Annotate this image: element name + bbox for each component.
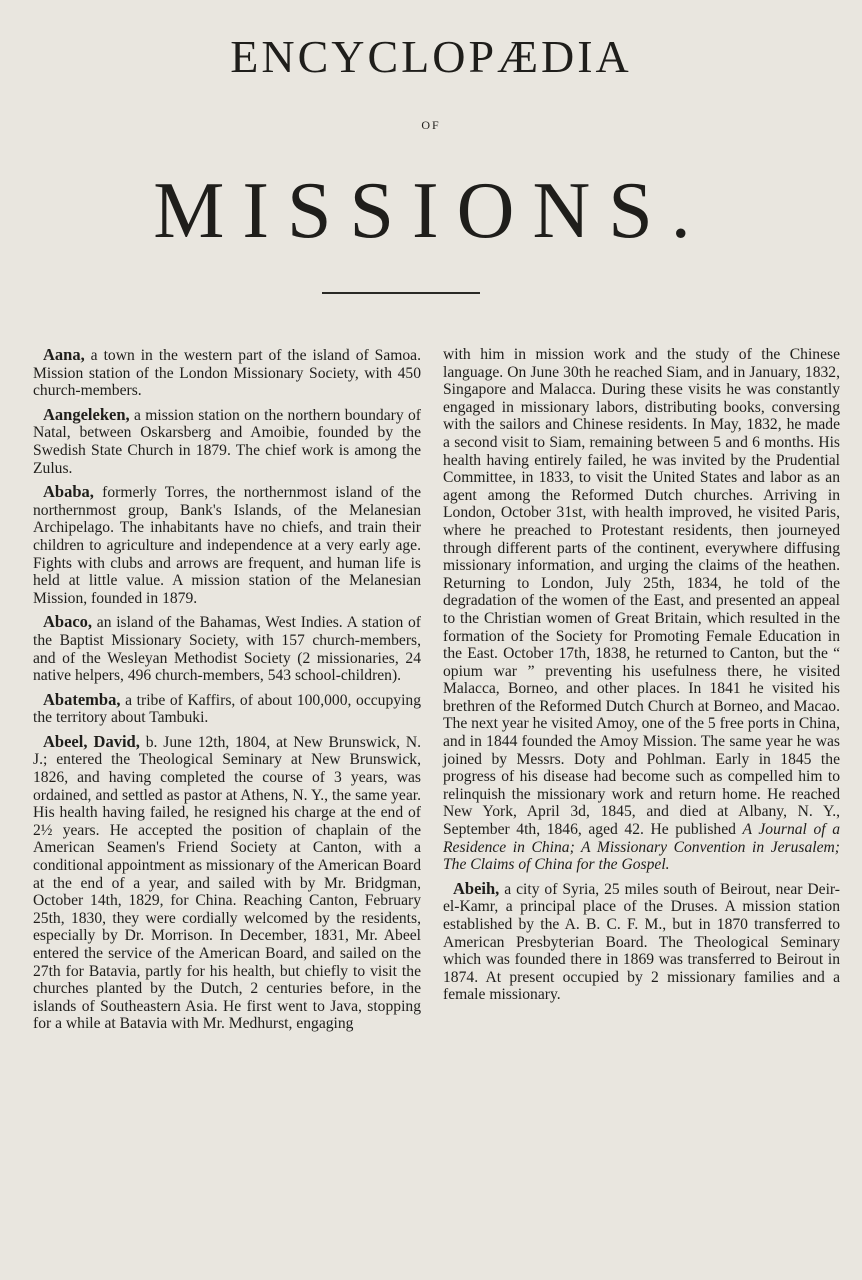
entry-text: an island of the Bahamas, West Indies. A station of the Baptist Missionary Society, with 157 church-members, and of the Wesleyan Methodist Society (2 missionaries, 24 native helpers, 496 church-members, 543 school-children).: [33, 614, 421, 685]
title-divider-rule: [322, 292, 480, 294]
title-encyclopaedia: ENCYCLOPÆDIA: [230, 31, 632, 82]
left-column: [33, 346, 421, 1039]
entry-abaco: [33, 613, 421, 684]
entry-abeel-continuation: [443, 346, 840, 874]
entry-abeih: [443, 880, 840, 1004]
headword: Abeel, David,: [43, 731, 140, 751]
title-of: OF: [421, 118, 441, 132]
entry-abeel-david: [33, 733, 421, 1033]
entry-text: a mission station on the northern boundary of Natal, between Oskarsberg and Amoibie, founded by the Swedish State Church in 1879. The chief work is among the Zulus.: [33, 406, 421, 477]
headword: Aana,: [43, 345, 85, 364]
headword: Abeih,: [453, 878, 500, 898]
entry-abatemba: [33, 691, 421, 727]
entry-text: with him in mission work and the study of the Chinese language. On June 30th he reached Siam, and in January, 1832, Singapore and Malacca. During these visits he was constantly engaged in missionary labors, distributing books, conversing with the sailors and Chinese residents. In May, 1832, he made a second visit to Siam, remaining between 5 and 6 months. His health having entirely failed, he was invited by the Prudential Committee, in 1833, to visit the United States and labor as an agent among the Reformed Dutch churches. Arriving in London, October 31st, with health improved, he visited Paris, where he preached to Protestant residents, then journeyed through different parts of the continent, everywhere diffusing missionary information, and urging the claims of the heathen. Returning to London, July 25th, 1834, he told of the degradation of the women of the East, and presented an appeal to the Christian women of Great Britain, which resulted in the formation of the Society for Promoting Female Education in the East. October 17th, 1838, he returned to Canton, but the “ opium war ” preventing his usefulness there, he visited Malacca, Borneo, and other places. In 1841 he visited his brethren of the Reformed Dutch Church at Borneo, and Macao. The next year he visited Amoy, one of the 5 free ports in China, and in 1844 founded the Amoy Mission. The same year he was joined by Messrs. Doty and Pohlman. Early in 1845 the progress of his disease had become such as compelled him to relinquish the missionary work and return home. He reached New York, April 3d, 1845, and died at Albany, N. Y., September 4th, 1846, aged 42. He published: [443, 346, 840, 839]
headword: Abatemba,: [43, 689, 121, 709]
headword: Aangeleken,: [43, 404, 130, 424]
headword: Abaco,: [43, 612, 93, 632]
entry-aana: [33, 346, 421, 400]
title-missions: MISSIONS.: [153, 167, 709, 255]
entry-text: a town in the western part of the island of Samoa. Mission station of the London Missionary Society, with 450 church-members.: [33, 347, 421, 400]
publications-italic: A Journal of a Residence in China; A Missionary Convention in Jerusalem; The Claims of China for the Gospel.: [443, 821, 841, 874]
entry-text: a city of Syria, 25 miles south of Beirout, near Deir-el-Kamr, a principal place of the Druses. A mission station established by the A. B. C. F. M., but in 1870 transferred to American Presbyterian Board. The Theological Seminary which was founded there in 1869 was transferred to Beirout in 1874. At present occupied by 2 missionary families and a female missionary.: [443, 880, 840, 1004]
right-column: [443, 346, 840, 1010]
entry-text: formerly Torres, the northernmost island of the northernmost group, Bank's Islands, of the Melanesian Archipelago. The inhabitants have no chiefs, and train their children to agriculture and independence at a very early age. Fights with clubs and arrows are frequent, and human life is held at little value. A mission station of the Melanesian Mission, founded in 1879.: [33, 484, 421, 607]
entry-text: a tribe of Kaffirs, of about 100,000, occupying the territory about Tambuki.: [33, 691, 421, 727]
entry-text: b. June 12th, 1804, at New Brunswick, N. J.; entered the Theological Seminary at New Brunswick, 1826, and having completed the course of 3 years, was ordained, and settled as pastor at Athens, N. Y., the same year. His health having failed, he resigned his charge at the end of 2½ years. He accepted the position of chaplain of the American Seamen's Friend Society at Canton, with a conditional appointment as missionary of the American Board at the end of a year, and sailed with by Mr. Bridgman, October 14th, 1829, for China. Reaching Canton, February 25th, 1830, they were cordially welcomed by the residents, especially by Dr. Morrison. In December, 1831, Mr. Abeel entered the service of the American Board, and sailed on the 27th for Batavia, partly for his health, but chiefly to visit the churches planted by the Dutch, 2 centuries before, in the islands of Southeastern Asia. He first went to Java, stopping for a while at Batavia with Mr. Medhurst, engaging: [33, 733, 422, 1033]
entry-aangeleken: [33, 406, 421, 477]
entry-ababa: [33, 483, 421, 607]
headword: Ababa,: [43, 482, 94, 502]
